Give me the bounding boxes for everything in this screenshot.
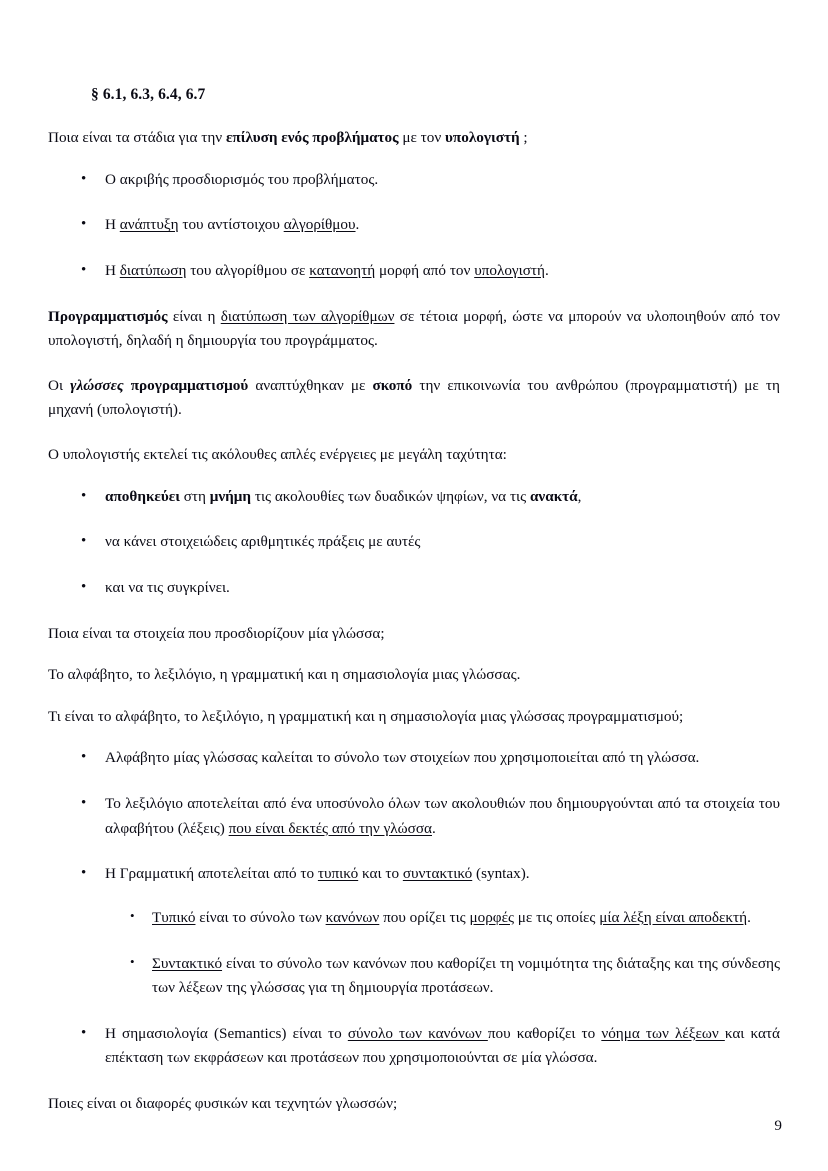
action-1-mid-1: στη — [179, 487, 210, 505]
action-1-mid-2: τις ακολουθίες των δυαδικών ψηφίων, να τις — [251, 487, 530, 505]
list-item — [48, 746, 780, 771]
stage-1-text: Ο ακριβής προσδιορισμός του προβλήματος. — [105, 170, 379, 188]
list-item — [48, 1022, 780, 1071]
languages-purpose-paragraph — [48, 374, 780, 423]
action-1-bold-2: μνήμη — [209, 487, 252, 505]
purpose-term-bold: σκοπό — [372, 376, 413, 394]
q1-end: ; — [519, 129, 528, 146]
stage-3-underline-3: υπολογιστή — [474, 261, 545, 279]
grammar-mid: και το — [358, 865, 403, 883]
typiko-underline-2: κανόνων — [325, 908, 380, 926]
stage-3-underline-2: κατανοητή — [309, 261, 376, 279]
p1-rest: σε τέτοια μορφή, ώστε να μπορούν να υλοποιηθούν από τον υπολογιστή, δηλαδή η δημιουργία του προγράμματος. — [48, 307, 781, 350]
p1-underline: διατύπωση των αλγορίθμων — [220, 307, 395, 325]
language-elements-list — [48, 746, 780, 1071]
programming-term: Προγραμματισμός — [48, 307, 168, 325]
list-item — [48, 862, 780, 1001]
stage-3-mid-2: μορφή από τον — [375, 261, 475, 279]
stage-3-underline-1: διατύπωση — [119, 261, 187, 279]
syntaktiko-underline: Συντακτικό — [152, 954, 223, 972]
typiko-end: . — [747, 908, 751, 926]
typiko-mid-3: με τις οποίες — [513, 908, 600, 926]
q1-lead: Ποια είναι τα στάδια για την — [48, 129, 226, 146]
stage-2-mid: του αντίστοιχου — [178, 216, 284, 234]
computer-actions-list — [48, 485, 780, 601]
typiko-mid-1: είναι το σύνολο των — [195, 908, 326, 926]
paragraph-text: Τι είναι το αλφάβητο, το λεξιλόγιο, η γραμματική και η σημασιολογία μιας γλώσσας προγραμματισμού; — [48, 707, 684, 725]
page-number: 9 — [774, 1117, 782, 1134]
syntaktiko-text: είναι το σύνολο των κανόνων που καθορίζει τη νομιμότητα της διάταξης και της σύνδεσης των λέξεων της γλώσσας για τη δημιουργία προτάσεων. — [152, 954, 780, 997]
stages-list — [48, 168, 780, 284]
q1-mid: με τον — [398, 129, 446, 146]
q1-bold-1: επίλυση ενός προβλήματος — [225, 129, 399, 146]
grammar-end: (syntax). — [472, 865, 530, 883]
vocabulary-underline: που είναι δεκτές από την γλώσσα — [228, 819, 432, 837]
paragraph-text — [48, 305, 780, 354]
semantics-underline-2: νόημα των λέξεων — [601, 1024, 725, 1042]
p1-lead: είναι η — [167, 307, 221, 325]
p2-rest: την επικοινωνία του ανθρώπου (προγραμματιστή) με τη μηχανή (υπολογιστή). — [48, 376, 780, 419]
vocabulary-end: . — [432, 819, 436, 837]
semantics-end: και κατά επέκταση των εκφράσεων και προτάσεων που χρησιμοποιούνται σε μία γλώσσα. — [105, 1024, 780, 1067]
question-paragraph-2 — [48, 622, 780, 647]
typiko-underline-3: μορφές — [469, 908, 514, 926]
typiko-underline-1: Τυπικό — [152, 908, 196, 926]
typiko-underline-4: μία λέξη είναι αποδεκτή — [599, 908, 748, 926]
programming-term-bold: προγραμματισμού — [123, 376, 249, 394]
question-paragraph-3 — [48, 705, 780, 730]
action-1-end: , — [577, 487, 582, 505]
action-1-bold-1: αποθηκεύει — [105, 487, 180, 505]
paragraph-text: Το αλφάβητο, το λεξιλόγιο, η γραμματική και η σημασιολογία μιας γλώσσας. — [48, 666, 521, 684]
answer-paragraph-2 — [48, 663, 780, 688]
action-3-text: και να τις συγκρίνει. — [105, 578, 230, 596]
paragraph-text: Ποιες είναι οι διαφορές φυσικών και τεχνητών γλωσσών; — [48, 1095, 398, 1112]
list-item — [48, 259, 780, 284]
vocabulary-lead: Το λεξιλόγιο αποτελείται από ένα υποσύνολο όλων των ακολουθιών που δημιουργούνται από τα στοιχεία του αλφαβήτου (λέξεις) — [105, 795, 780, 837]
grammar-lead: Η Γραμματική αποτελείται από το — [105, 865, 318, 883]
grammar-underline-1: τυπικό — [317, 865, 359, 883]
list-item — [48, 792, 780, 841]
paragraph-text: Ο υπολογιστής εκτελεί τις ακόλουθες απλές ενέργειες με μεγάλη ταχύτητα: — [48, 446, 507, 463]
list-item — [48, 576, 780, 601]
paragraph-text — [48, 374, 780, 423]
computer-actions-intro — [48, 443, 780, 468]
grammar-sub-list — [105, 906, 780, 1001]
list-item — [105, 952, 780, 1001]
languages-term-italic: γλώσσες — [70, 376, 124, 394]
grammar-underline-2: συντακτικό — [402, 865, 473, 883]
list-item — [105, 906, 780, 931]
q1-bold-2: υπολογιστή — [445, 129, 520, 146]
stage-2-end: . — [355, 216, 360, 234]
action-2-text: να κάνει στοιχειώδεις αριθμητικές πράξεις με αυτές — [105, 533, 421, 551]
action-1-bold-3: ανακτά — [529, 487, 578, 505]
programming-definition-paragraph — [48, 305, 780, 354]
stage-3-end: . — [544, 261, 549, 279]
list-item — [48, 530, 780, 555]
stage-2-lead: Η — [105, 216, 120, 234]
list-item — [48, 485, 780, 510]
stage-2-underline-1: ανάπτυξη — [119, 216, 179, 234]
question-paragraph-4 — [48, 1092, 780, 1117]
paragraph-text — [48, 126, 780, 151]
page-content — [48, 86, 780, 1117]
alphabet-definition: Αλφάβητο μίας γλώσσας καλείται το σύνολο των στοιχείων που χρησιμοποιείται από τη γλώσσα. — [105, 749, 700, 767]
semantics-mid: που καθορίζει το — [487, 1024, 602, 1042]
stage-3-mid-1: του αλγορίθμου σε — [186, 261, 310, 279]
semantics-lead: Η σημασιολογία (Semantics) είναι το — [105, 1024, 348, 1042]
section-heading: § 6.1, 6.3, 6.4, 6.7 — [91, 86, 206, 103]
list-item — [48, 168, 780, 193]
stage-3-lead: Η — [105, 261, 120, 279]
paragraph-text: Ποια είναι τα στοιχεία που προσδιορίζουν μία γλώσσα; — [48, 624, 385, 642]
list-item — [48, 213, 780, 238]
typiko-mid-2: που ορίζει τις — [379, 908, 470, 926]
question-paragraph-1 — [48, 126, 780, 151]
stage-2-underline-2: αλγορίθμου — [283, 216, 356, 234]
semantics-underline-1: σύνολο των κανόνων — [347, 1024, 488, 1042]
p2-mid: αναπτύχθηκαν με — [248, 376, 373, 394]
p2-lead: Οι — [48, 376, 71, 394]
